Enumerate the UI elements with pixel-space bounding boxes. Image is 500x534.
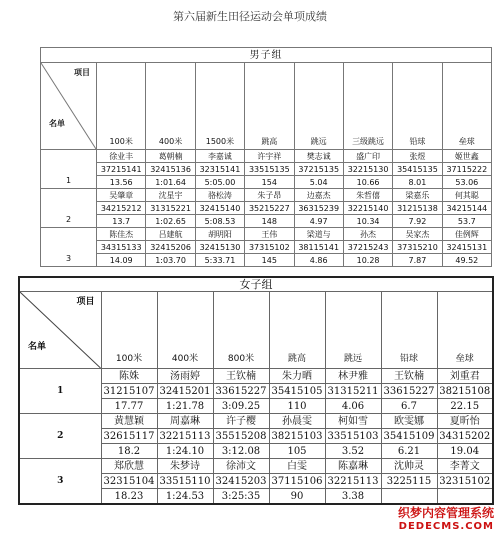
result-score: 3:09.25 [213,399,269,414]
athlete-name: 刘重君 [437,369,493,384]
result-score: 4.86 [294,254,343,267]
female-corner-rank-label: 名单 [28,342,47,352]
athlete-name: 许宇祥 [245,150,294,163]
male-results-table [40,47,492,267]
male-name-row [41,228,492,241]
female-event-header: 跳远 [325,292,381,369]
result-score: 3:25:35 [213,489,269,505]
athlete-name: 徐沛文 [213,459,269,474]
student-id: 34315202 [437,429,493,444]
student-id: 33515103 [325,429,381,444]
result-score: 53.7 [442,215,491,228]
student-id: 37315102 [245,241,294,254]
student-id: 37215141 [97,163,146,176]
result-score: 3.52 [325,444,381,459]
student-id: 37115106 [269,474,325,489]
athlete-name: 樊志诚 [294,150,343,163]
athlete-name: 陈嘉琳 [325,459,381,474]
result-score: 13.56 [97,176,146,189]
athlete-name: 朱子昂 [245,189,294,202]
student-id: 37215243 [343,241,392,254]
student-id: 37315210 [393,241,442,254]
athlete-name: 陈佳杰 [97,228,146,241]
result-score: 1:03.70 [146,254,195,267]
student-id: 36315239 [294,202,343,215]
female-rank-label: 2 [19,414,101,459]
result-score: 110 [269,399,325,414]
result-score: 10.34 [343,215,392,228]
student-id: 32415130 [195,241,244,254]
athlete-name: 李嘉诚 [195,150,244,163]
athlete-name: 佳例辉 [442,228,491,241]
student-id: 35415105 [269,384,325,399]
athlete-name: 陈姝 [101,369,157,384]
male-table-caption: 男子组 [41,48,492,63]
athlete-name: 梁嘉乐 [393,189,442,202]
result-score: 5:08.53 [195,215,244,228]
result-score: 13.7 [97,215,146,228]
student-id: 33515135 [245,163,294,176]
athlete-name: 汤雨婷 [157,369,213,384]
male-rank-label: 1 [41,150,97,189]
athlete-name: 徐业丰 [97,150,146,163]
athlete-name: 梁道与 [294,228,343,241]
student-id: 34315133 [97,241,146,254]
student-id: 32415136 [146,163,195,176]
result-score: 3.38 [325,489,381,505]
female-event-header: 垒球 [437,292,493,369]
result-score: 105 [269,444,325,459]
male-event-header: 铅球 [393,63,442,150]
athlete-name: 夏昕怡 [437,414,493,429]
result-score: 1:24.10 [157,444,213,459]
male-event-header: 100米 [97,63,146,150]
result-score: 1:02.65 [146,215,195,228]
athlete-name: 柯如雪 [325,414,381,429]
female-header-row [19,292,493,369]
student-id: 32315104 [101,474,157,489]
female-name-row [19,459,493,474]
result-score: 7.92 [393,215,442,228]
athlete-name: 郑欣慧 [101,459,157,474]
document-title: 第六届新生田径运动会单项成绩 [173,10,327,23]
athlete-name: 周嘉琳 [157,414,213,429]
watermark-title: 织梦内容管理系统 [397,506,494,520]
athlete-name: 姬世鑫 [442,150,491,163]
athlete-name: 骆松涛 [195,189,244,202]
result-score: 53.06 [442,176,491,189]
male-event-header: 跳高 [245,63,294,150]
result-score: 18.23 [101,489,157,505]
male-corner-event-label: 项目 [74,68,90,77]
student-id: 34215212 [97,202,146,215]
athlete-name: 何其聪 [442,189,491,202]
athlete-name: 葛朝楠 [146,150,195,163]
athlete-name: 边嘉杰 [294,189,343,202]
male-id-row [41,202,492,215]
result-score: 5:33.71 [195,254,244,267]
female-rank-label: 3 [19,459,101,505]
athlete-name: 孙杰 [343,228,392,241]
athlete-name: 吕建航 [146,228,195,241]
result-score: 18.2 [101,444,157,459]
result-score [437,489,493,505]
result-score: 14.09 [97,254,146,267]
female-name-row [19,369,493,384]
male-event-header: 三级跳远 [343,63,392,150]
male-corner-cell [41,63,97,150]
male-rank-label: 2 [41,189,97,228]
athlete-name: 沈帅灵 [381,459,437,474]
student-id: 35415135 [393,163,442,176]
female-event-header: 400米 [157,292,213,369]
female-name-row [19,414,493,429]
result-score: 5.04 [294,176,343,189]
male-name-row [41,150,492,163]
student-id: 31315221 [146,202,195,215]
result-score: 10.66 [343,176,392,189]
female-event-header: 800米 [213,292,269,369]
student-id: 38115141 [294,241,343,254]
male-id-row [41,163,492,176]
student-id: 32215113 [157,429,213,444]
male-corner-rank-label: 名单 [49,119,65,128]
athlete-name: 张煜 [393,150,442,163]
athlete-name: 吴家杰 [393,228,442,241]
athlete-name: 吴肇章 [97,189,146,202]
student-id: 32415203 [213,474,269,489]
female-results-table [18,276,494,505]
athlete-name: 欧雯娜 [381,414,437,429]
female-corner-event-label: 项目 [76,297,95,307]
female-corner-cell [19,292,101,369]
athlete-name: 朱梦诗 [157,459,213,474]
athlete-name: 胡明阳 [195,228,244,241]
result-score: 3:12.08 [213,444,269,459]
result-score: 6.21 [381,444,437,459]
student-id: 32315141 [195,163,244,176]
result-score: 148 [245,215,294,228]
athlete-name: 王钦楠 [381,369,437,384]
result-score: 10.28 [343,254,392,267]
result-score: 154 [245,176,294,189]
student-id: 32415131 [442,241,491,254]
athlete-name: 李菁文 [437,459,493,474]
athlete-name: 黄慧颖 [101,414,157,429]
male-score-row [41,254,492,267]
student-id: 35415109 [381,429,437,444]
athlete-name: 王钦楠 [213,369,269,384]
result-score: 4.06 [325,399,381,414]
site-watermark [398,504,494,532]
male-score-row [41,176,492,189]
result-score [381,489,437,505]
result-score: 19.04 [437,444,493,459]
male-event-header: 垒球 [442,63,491,150]
male-score-row [41,215,492,228]
student-id: 32215140 [343,202,392,215]
student-id: 38215108 [437,384,493,399]
result-score: 1:01.64 [146,176,195,189]
student-id: 38215103 [269,429,325,444]
female-event-header: 铅球 [381,292,437,369]
result-score: 8.01 [393,176,442,189]
male-name-row [41,189,492,202]
student-id: 32415140 [195,202,244,215]
result-score: 90 [269,489,325,505]
student-id: 32615117 [101,429,157,444]
result-score: 1:21.78 [157,399,213,414]
watermark-url: DEDECMS.COM [398,521,494,532]
female-event-header: 100米 [101,292,157,369]
male-id-row [41,241,492,254]
male-rank-label: 3 [41,228,97,267]
result-score: 22.15 [437,399,493,414]
male-event-header: 1500米 [195,63,244,150]
student-id: 33615227 [381,384,437,399]
result-score: 5:05.00 [195,176,244,189]
student-id: 32315102 [437,474,493,489]
female-event-header: 跳高 [269,292,325,369]
athlete-name: 王伟 [245,228,294,241]
result-score: 145 [245,254,294,267]
female-rank-label: 1 [19,369,101,414]
athlete-name: 许子樱 [213,414,269,429]
student-id: 31215107 [101,384,157,399]
student-id: 31215138 [393,202,442,215]
student-id: 31315211 [325,384,381,399]
athlete-name: 盛广印 [343,150,392,163]
athlete-name: 朱哲僖 [343,189,392,202]
student-id: 37115222 [442,163,491,176]
student-id: 37215135 [294,163,343,176]
athlete-name: 朱力晒 [269,369,325,384]
student-id: 3225115 [381,474,437,489]
male-header-row [41,63,492,150]
result-score: 4.97 [294,215,343,228]
result-score: 7.87 [393,254,442,267]
male-event-header: 跳远 [294,63,343,150]
student-id: 32415206 [146,241,195,254]
student-id: 35215227 [245,202,294,215]
result-score: 17.77 [101,399,157,414]
athlete-name: 沈星宇 [146,189,195,202]
result-score: 49.52 [442,254,491,267]
athlete-name: 林尹雅 [325,369,381,384]
female-table-caption: 女子组 [19,277,493,292]
result-score: 6.7 [381,399,437,414]
result-score: 1:24.53 [157,489,213,505]
athlete-name: 孙晨雯 [269,414,325,429]
student-id: 32215113 [325,474,381,489]
student-id: 33615227 [213,384,269,399]
student-id: 33515110 [157,474,213,489]
student-id: 35515208 [213,429,269,444]
student-id: 34215144 [442,202,491,215]
athlete-name: 白雯 [269,459,325,474]
student-id: 32415201 [157,384,213,399]
male-event-header: 400米 [146,63,195,150]
student-id: 32215130 [343,163,392,176]
